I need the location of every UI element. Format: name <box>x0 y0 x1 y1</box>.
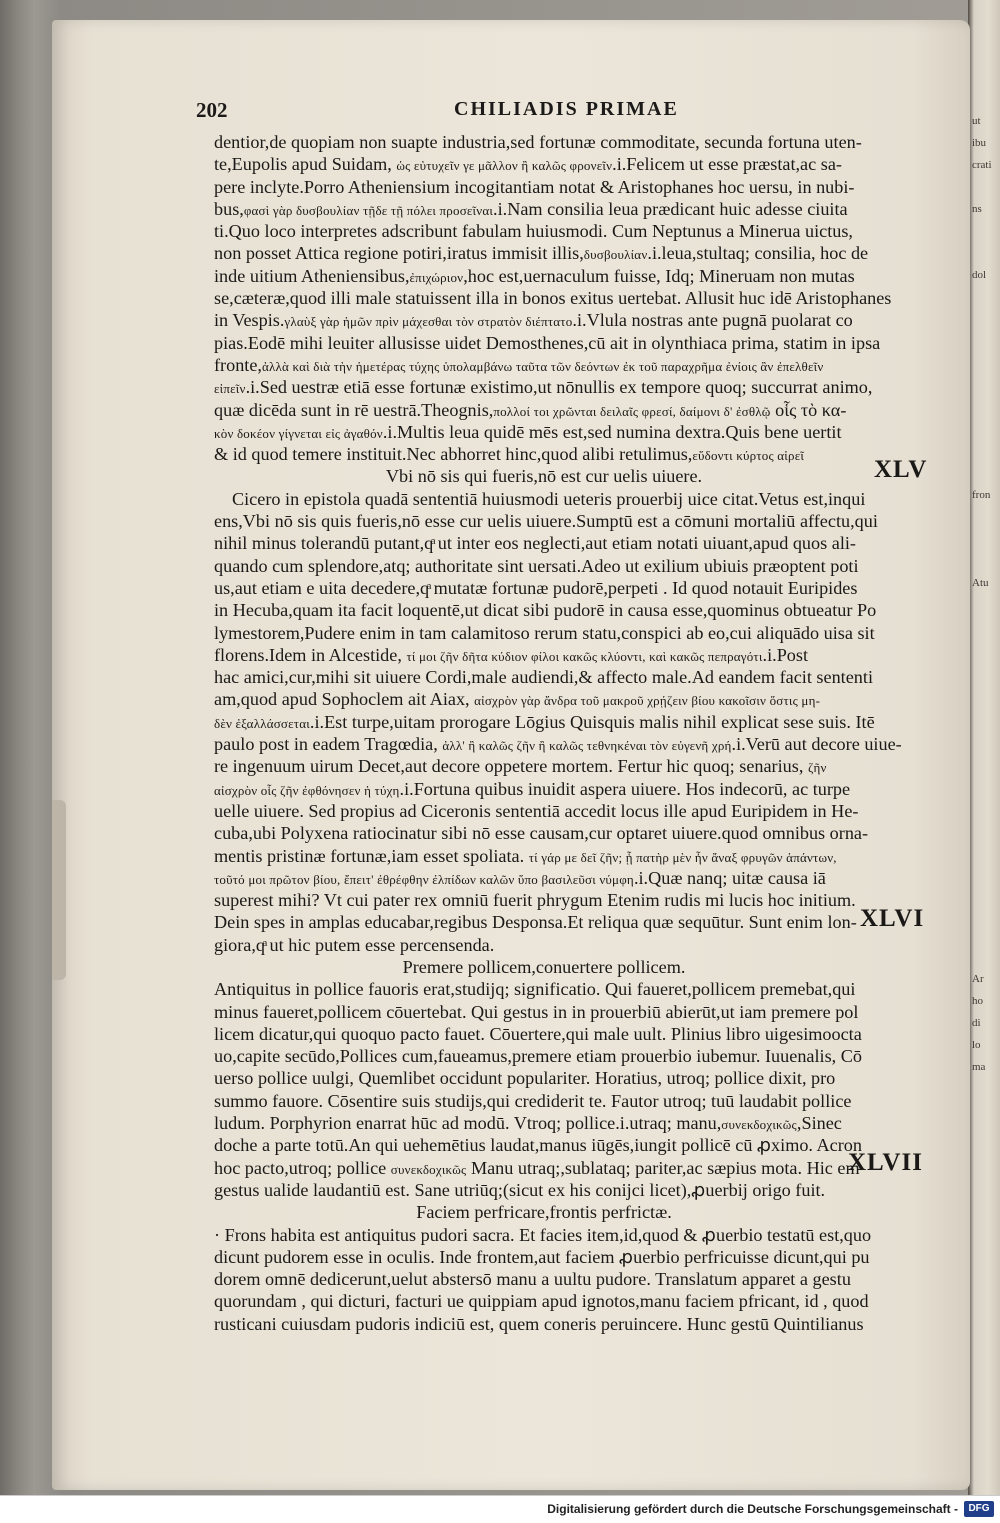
latin-text: doche a parte totū.An qui uehemētius laudat,manus iūgēs,iungit pollicē cū ꝓximo. Acron <box>214 1135 862 1156</box>
latin-text: quæ dicēda sunt in rē uestrā.Theognis, <box>214 399 494 420</box>
text-line <box>214 1090 934 1112</box>
latin-text: nihil minus tolerandū putant,qͣ ut inter eos neglecti,aut etiam notati uiuant,apud quos ali- <box>214 533 856 554</box>
latin-text: ti.Quo loco interpretes adscribunt fabulam huiusmodi. Cum Neptunus a Minerua uictus, <box>214 221 853 242</box>
latin-text: Vbi nō sis qui fueris,nō est cur uelis uiuere. <box>385 466 703 487</box>
greek-text: ἐπιχώριον <box>409 269 464 285</box>
latin-text: gestus ualide laudantiū est. Sane utriūq;(sicut ex his conijci licet),ꝓuerbij origo fuit. <box>214 1179 826 1200</box>
adjacent-page-fragment <box>972 792 1000 814</box>
text-line <box>214 1246 934 1268</box>
text-line <box>214 488 934 510</box>
latin-text: Antiquitus in pollice fauoris erat,studijq; significatio. Qui faueret,pollicem premebat,qui <box>214 979 856 1000</box>
text-line <box>214 1268 934 1290</box>
adjacent-page-fragment <box>972 308 1000 330</box>
text-line <box>214 220 934 242</box>
text-line <box>214 978 934 1000</box>
latin-text: .i.Verū aut decore uiue- <box>731 734 902 755</box>
latin-text: re ingenuum uirum Decet,aut decore oppetere mortem. Fertur hic quoq; senarius, <box>214 756 808 777</box>
text-line <box>214 421 934 443</box>
latin-text: uerso pollice uulgi, Quemlibet occidunt populariter. Horatius, utroq; pollice dixit, pro <box>214 1068 836 1089</box>
latin-text: dentior,de quopiam non suapte industria,sed fortunæ commoditate, secunda fortuna uten- <box>214 132 862 152</box>
latin-text: in Vespis. <box>214 310 285 331</box>
adjacent-page-fragment: ho <box>972 995 983 1007</box>
footer-bar <box>0 1495 1000 1523</box>
latin-text: uo,capite secūdo,Pollices cum,faueamus,premere etiam prouerbio iubemur. Iuuenalis, Cō <box>214 1046 862 1067</box>
greek-text: αἰσχρὸν γὰρ ἄνδρα τοῦ μακροῦ χρῄζειν βίου κακοῖσιν ὅστις μη- <box>474 693 821 709</box>
text-line <box>214 577 934 599</box>
latin-text: florens.Idem in Alcestide, <box>214 644 407 665</box>
footer-credit: Digitalisierung gefördert durch die Deutsche Forschungsgemeinschaft - <box>547 1502 958 1516</box>
text-line <box>214 867 934 889</box>
adjacent-page-fragment <box>972 924 1000 946</box>
latin-text: mentis pristinæ fortunæ,iam esset spoliata. <box>214 845 529 866</box>
text-line <box>214 443 934 465</box>
text-line <box>214 555 934 577</box>
adjacent-page-fragment <box>972 528 1000 550</box>
adjacent-page-fragment: di <box>972 1017 981 1029</box>
latin-text: · Frons habita est antiquitus pudori sacra. Et facies item,id,quod & ꝓuerbio testatū est,quo <box>214 1224 872 1245</box>
latin-text: uelle uiuere. Sed propius ad Ciceronis sententiā accedit locus ille apud Euripidem in He- <box>214 800 859 821</box>
latin-text: & id quod temere instituit.Nec abhorret hinc,quod alibi retulimus, <box>214 444 693 465</box>
latin-text: οἷς τὸ κα- <box>770 399 847 420</box>
greek-text: εὕδοντι κύρτος αἱρεῖ <box>692 448 805 464</box>
text-line <box>214 153 934 175</box>
greek-text: ζῆν <box>807 760 827 776</box>
latin-text: .i.leua,stultaq; consilia, hoc de <box>647 243 869 264</box>
latin-text: ,Sinec <box>796 1113 842 1134</box>
text-line <box>214 666 934 688</box>
adjacent-page-text <box>972 110 1000 1110</box>
latin-text: pias.Eodē mihi leuiter allusisse uidet Demosthenes,cū ait in olynthiaca prima, statim in ipsa <box>214 332 881 353</box>
latin-text: ,hoc est,uernaculum fuisse, Idq; Mineruam non mutas <box>463 265 855 286</box>
greek-text: ἀλλ' ἢ καλῶς ζῆν ἢ καλῶς τεθνηκέναι τὸν εὐγενῆ χρή <box>442 738 732 754</box>
adjacent-page-fragment <box>972 704 1000 726</box>
adjacent-page-fragment <box>972 286 1000 308</box>
proverb-heading <box>214 1201 934 1223</box>
latin-text: quando cum splendore,atq; authoritate sint uersati.Adeo ut exilium ubiuis præoptent poti <box>214 555 859 576</box>
proverb-heading <box>214 465 934 487</box>
latin-text: pere inclyte.Porro Atheniensium incogitantiam notat & Aristophanes hoc uersu, in nubi- <box>214 176 855 197</box>
latin-text: .i.Felicem ut esse præstat,ac sa- <box>612 154 842 175</box>
greek-text: τί γάρ με δεῖ ζῆν; ᾗ πατὴρ μὲν ἦν ἄναξ φρυγῶν ἁπάντων, <box>528 849 837 865</box>
adjacent-page-fragment: ibu <box>972 137 987 149</box>
latin-text: .i.Multis leua quidē mēs est,sed numina dextra.Quis bene uertit <box>382 421 842 442</box>
text-line <box>214 176 934 198</box>
text-line <box>214 934 934 956</box>
text-line <box>214 198 934 220</box>
adjacent-page-fragment <box>972 396 1000 418</box>
adjacent-page-fragment <box>972 902 1000 924</box>
latin-text: rusticani cuiusdam pudoris indiciū est, quem coneris peruincere. Hunc gestū Quintilianus <box>214 1313 864 1334</box>
text-line <box>214 755 934 777</box>
adjacent-page-fragment: fron <box>972 489 991 501</box>
adjacent-page-fragment <box>972 418 1000 440</box>
latin-text: dorem omnē dedicerunt,uelut abstersō manu a uultu pudore. Translatum apparet a gestu <box>214 1269 851 1290</box>
latin-text: am,quod apud Sophoclem ait Aiax, <box>214 689 475 710</box>
adjacent-page-fragment <box>972 880 1000 902</box>
text-line <box>214 845 934 867</box>
adjacent-page-fragment: ma <box>972 1061 986 1073</box>
text-line <box>214 1112 934 1134</box>
adjacent-page-fragment <box>972 814 1000 836</box>
adjacent-page-fragment <box>972 946 1000 968</box>
text-line <box>214 376 934 398</box>
latin-text: .i.Vlula nostras ante pugnā puolarat co <box>572 310 853 331</box>
latin-text: lymestorem,Pudere enim in tam calamitoso rerum statu,conspici ab eo,cui aliquādo uisa sit <box>214 622 875 643</box>
section-number-45: XLV <box>874 456 928 483</box>
latin-text: summo fauore. Cōsentire suis studijs,qui crediderit te. Fautor utroq; tuū laudabit pollice <box>214 1090 852 1111</box>
adjacent-page-fragment <box>972 176 1000 198</box>
latin-text: ludum. Porphyrion enarrat hūc ad modū. Vtroq; pollice.i.utraq; manu, <box>214 1113 722 1134</box>
greek-text: εἰπεῖν <box>214 381 246 397</box>
text-line <box>214 1001 934 1023</box>
text-line <box>214 778 934 800</box>
latin-text: licem dicatur,qui quoquo pacto fauet. Cōuertere,qui male uult. Plinius libro uigesimoocta <box>214 1023 862 1044</box>
greek-text: ἀλλὰ καὶ διὰ τὴν ἡμετέρας τύχης ὑπολαμβάνω ταῦτα τῶν δεόντων ἐκ τοῦ παραχρῆμα ἐνίοις ἂν ἐπελθεῖν <box>261 358 824 374</box>
text-line <box>214 822 934 844</box>
greek-text: τοῦτό μοι πρῶτον βίου, ἔπειτ' ἐθρέφθην ἐλπίδων καλῶν ὕπο βασιλεῦσι νύμφη <box>214 871 634 887</box>
adjacent-page-fragment <box>972 836 1000 858</box>
latin-text: .i.Fortuna quibus inuidit aspera uiuere. Hos indecorū, ac turpe <box>399 778 851 799</box>
latin-text: fronte, <box>214 354 262 375</box>
latin-text: inde uitium Atheniensibus, <box>214 265 410 286</box>
latin-text: bus, <box>214 198 244 219</box>
latin-text: .i.Nam consilia leua prædicant huic adesse ciuita <box>493 198 848 219</box>
body-text <box>214 131 934 1335</box>
text-line <box>214 131 934 153</box>
adjacent-page-fragment <box>972 550 1000 572</box>
latin-text: Dein spes in amplas educabar,regibus Desponsa.Et reliqua quæ sequūtur. Sunt enim lon- <box>214 912 857 933</box>
latin-text: ens,Vbi nō sis quis fueris,nō esse cur uelis uiuere.Sumptū est a cōmuni mortaliū affectu,qui <box>214 511 878 532</box>
latin-text: paulo post in eadem Tragœdia, <box>214 734 443 755</box>
adjacent-page-fragment: Ar <box>972 973 984 985</box>
latin-text: Manu utraq;,sublataq; pariter,ac sæpius mota. Hic em <box>466 1157 860 1178</box>
adjacent-page-fragment: Atu <box>972 577 989 589</box>
text-line <box>214 644 934 666</box>
text-line <box>214 332 934 354</box>
greek-text: συνεκδοχικῶς <box>390 1161 467 1177</box>
adjacent-page-fragment <box>972 726 1000 748</box>
latin-text: us,aut etiam e uita decedere,qͣ mutatæ fortunæ pudorē,perpeti . Id quod notauit Euripides <box>214 577 858 598</box>
adjacent-page-fragment <box>972 374 1000 396</box>
section-number-47: XLVII <box>848 1149 923 1176</box>
text-line <box>214 599 934 621</box>
text-line <box>214 622 934 644</box>
text-line <box>214 1023 934 1045</box>
text-line <box>214 733 934 755</box>
latin-text: non posset Attica regione potiri,iratus immisit illis, <box>214 243 584 264</box>
latin-text: hoc pacto,utroq; pollice <box>214 1157 391 1178</box>
text-line <box>214 510 934 532</box>
latin-text: .i.Quæ nanq; uitæ causa iā <box>633 867 826 888</box>
text-line <box>214 265 934 287</box>
adjacent-page-fragment: ut <box>972 115 981 127</box>
latin-text: Premere pollicem,conuertere pollicem. <box>402 956 686 977</box>
greek-text: δὲν ἐξαλλάσσεται <box>214 715 310 731</box>
adjacent-page-fragment <box>972 506 1000 528</box>
latin-text: in Hecuba,quam ita facit loquentē,ut dicat sibi pudorē in causa esse,quominus obtueatur Po <box>214 600 877 621</box>
latin-text: superest mihi? Vt cui pater rex omniū fuerit phrygum Etenim rudis mi lucis hoc initium. <box>214 890 856 911</box>
latin-text: Faciem perfricare,frontis perfrictæ. <box>416 1202 672 1223</box>
latin-text: dicunt pudorem esse in oculis. Inde frontem,aut faciem ꝓuerbio perfricuisse dicunt,qui pu <box>214 1246 870 1267</box>
text-line <box>214 242 934 264</box>
latin-text: te,Eupolis apud Suidam, <box>214 154 397 175</box>
text-line <box>214 688 934 710</box>
greek-text: τί μοι ζῆν δῆτα κύδιον φίλοι κακῶς κλύοντι, καὶ κακῶς πεπραγότι <box>406 648 763 664</box>
greek-text: ὡς εὐτυχεῖν γε μᾶλλον ἢ καλῶς φρονεῖν <box>396 158 613 174</box>
adjacent-page-fragment <box>972 770 1000 792</box>
text-line <box>214 1290 934 1312</box>
adjacent-page-fragment <box>972 682 1000 704</box>
adjacent-page-fragment <box>972 748 1000 770</box>
adjacent-page-fragment <box>972 616 1000 638</box>
adjacent-page-fragment <box>972 352 1000 374</box>
latin-text: .i.Post <box>762 644 809 665</box>
text-line <box>214 1224 934 1246</box>
adjacent-page-fragment <box>972 330 1000 352</box>
latin-text: minus faueret,pollicem cōuertebat. Qui gestus in in prouerbiū abierūt,ut iam premere pol <box>214 1001 859 1022</box>
adjacent-page-fragment <box>972 638 1000 660</box>
latin-text: giora,qͣ ut hic putem esse percensenda. <box>214 934 495 955</box>
greek-text: πολλοί τοι χρῶνται δειλαῖς φρεσί, δαίμονι δ' ἐσθλῷ <box>493 403 771 419</box>
adjacent-page-fragment <box>972 660 1000 682</box>
text-line <box>214 287 934 309</box>
latin-text: quorundam , qui dicturi, facturi ue quippiam apud ignotos,manu faciem pfricant, id , quod <box>214 1291 869 1312</box>
greek-text: συνεκδοχικῶς <box>721 1117 797 1133</box>
text-line <box>214 800 934 822</box>
adjacent-page-fragment: ns <box>972 203 982 215</box>
adjacent-page-fragment <box>972 220 1000 242</box>
adjacent-page-fragment <box>972 594 1000 616</box>
adjacent-page-fragment <box>972 440 1000 462</box>
adjacent-page-fragment: lo <box>972 1039 981 1051</box>
text-line <box>214 1179 934 1201</box>
page-header <box>196 98 920 126</box>
text-line <box>214 1157 934 1179</box>
section-number-46: XLVI <box>860 905 925 932</box>
text-line <box>214 399 934 421</box>
latin-text: .i.Sed uestræ etiā esse fortunæ existimo,ut nōnullis ex tempore quoq; succurrat animo, <box>245 377 873 398</box>
text-line <box>214 711 934 733</box>
adjacent-page-fragment <box>972 242 1000 264</box>
latin-text: cuba,ubi Polyxena ratiocinatur sibi nō esse causam,cur optaret uiuere.quod omnibus orna- <box>214 823 869 844</box>
adjacent-page-fragment <box>972 462 1000 484</box>
text-line <box>214 532 934 554</box>
latin-text: se,cæteræ,quod illi male statuissent illa in bonos exitus uertebat. Allusit huc idē Aristophanes <box>214 288 892 309</box>
greek-text: γλαὺξ γὰρ ἡμῶν πρὶν μάχεσθαι τὸν στρατὸν διέπτατο <box>284 314 573 330</box>
adjacent-page-fragment: dol <box>972 269 987 281</box>
proverb-heading <box>214 956 934 978</box>
text-line <box>214 889 934 911</box>
greek-text: φασὶ γὰρ δυσβουλίαν τῇδε τῇ πόλει προσεῖναι <box>243 202 494 218</box>
text-line <box>214 1313 934 1335</box>
page-clip <box>52 800 66 980</box>
dfg-logo: DFG <box>964 1501 994 1517</box>
running-head: CHILIADIS PRIMAE <box>454 98 679 120</box>
text-line <box>214 1067 934 1089</box>
text-line <box>214 911 934 933</box>
latin-text: hac amici,cur,mihi sit uiuere Cordi,male audiendi,& affecto male.Ad eandem facit sententi <box>214 667 874 688</box>
adjacent-page-fragment <box>972 858 1000 880</box>
page-number: 202 <box>196 98 228 122</box>
adjacent-page-fragment: crati <box>972 159 992 171</box>
text-line <box>214 1134 934 1156</box>
latin-text: .i.Est turpe,uitam prorogare Lōgius Quisquis malis nihil explicat sese suis. Itē <box>309 711 875 732</box>
text-line <box>214 309 934 331</box>
text-line <box>214 354 934 376</box>
latin-text: Cicero in epistola quadā sententiā huiusmodi ueteris prouerbij uice citat.Vetus est,inqui <box>232 488 866 509</box>
greek-text: αἰσχρὸν οἷς ζῆν ἐφθόνησεν ἡ τύχη <box>214 782 400 798</box>
greek-text: κὸν δοκέον γίγνεται εἰς ἀγαθόν <box>214 425 383 441</box>
greek-text: δυσβουλίαν <box>583 247 648 263</box>
text-line <box>214 1045 934 1067</box>
